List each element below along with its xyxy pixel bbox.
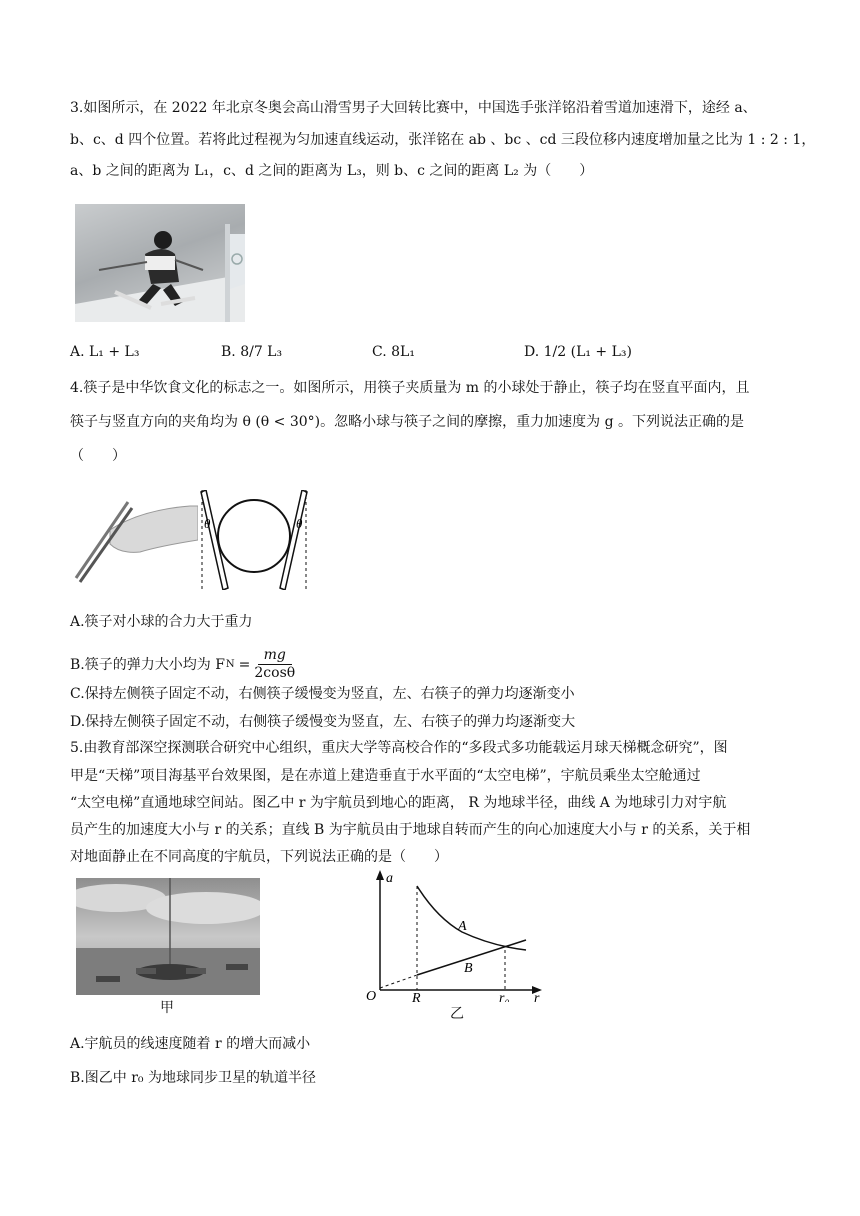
chopsticks-hand-photo bbox=[70, 500, 198, 584]
q5-line-4: 员产生的加速度大小与 r 的关系；直线 B 为宇航员由于地球自转而产生的向心加速度大小与 r 的关系，关于相 bbox=[70, 822, 751, 838]
q4-line-3: （ ） bbox=[70, 448, 126, 464]
q3-line-3: a、b 之间的距离为 L₁，c、d 之间的距离为 L₃，则 b、c 之间的距离 L₂ 为（ ） bbox=[70, 163, 594, 179]
skier-photo bbox=[75, 204, 245, 322]
theta-label-right: θ bbox=[296, 516, 303, 531]
q3-option-c[interactable]: C. 8L₁ bbox=[372, 344, 415, 360]
theta-label-left: θ bbox=[204, 516, 211, 531]
q4-formula-fraction bbox=[254, 647, 295, 682]
fig-jia-caption: 甲 bbox=[160, 1000, 174, 1016]
q4-option-b-text: B.筷子的弹力大小均为 F bbox=[70, 656, 225, 673]
graph-label-o: O bbox=[366, 989, 377, 1002]
graph-label-curve-a: A bbox=[458, 919, 467, 934]
graph-label-a: a bbox=[386, 871, 393, 886]
q4-line-2: 筷子与竖直方向的夹角均为 θ (θ < 30°)。忽略小球与筷子之间的摩擦，重力加速度为 g 。下列说法正确的是 bbox=[70, 414, 744, 430]
q5-option-a[interactable]: A.宇航员的线速度随着 r 的增大而减小 bbox=[70, 1036, 311, 1052]
q3-option-b[interactable]: B. 8/7 L₃ bbox=[221, 344, 283, 360]
graph-label-line-b: B bbox=[464, 961, 473, 976]
q5-line-3: “太空电梯”直通地球空间站。图乙中 r 为宇航员到地心的距离， R 为地球半径，曲线 A 为地球引力对宇航 bbox=[70, 795, 727, 811]
graph-label-r0: r₀ bbox=[499, 991, 510, 1002]
q4-option-d[interactable]: D.保持左侧筷子固定不动，右侧筷子缓慢变为竖直，左、右筷子的弹力均逐渐变大 bbox=[70, 714, 576, 730]
q5-option-b[interactable]: B.图乙中 r₀ 为地球同步卫星的轨道半径 bbox=[70, 1070, 316, 1086]
q3-line-2: b、c、d 四个位置。若将此过程视为匀加速直线运动，张洋铭在 ab 、bc 、cd 三段位移内速度增加量之比为 1 : 2 : 1， bbox=[70, 132, 816, 148]
q4-option-a[interactable]: A.筷子对小球的合力大于重力 bbox=[70, 614, 253, 630]
q4-line-1: 4.筷子是中华饮食文化的标志之一。如图所示，用筷子夹质量为 m 的小球处于静止，筷子均在竖直平面内，且 bbox=[70, 380, 750, 396]
q5-line-1: 5.由教育部深空探测联合研究中心组织，重庆大学等高校合作的“多段式多功能载运月球天梯概念研究”，图 bbox=[70, 740, 728, 756]
q5-line-2: 甲是“天梯”项目海基平台效果图，是在赤道上建造垂直于水平面的“太空电梯”，宇航员乘坐太空舱通过 bbox=[70, 768, 701, 784]
q3-option-d[interactable]: D. 1/2 (L₁ + L₃) bbox=[524, 344, 632, 360]
q4-option-b[interactable] bbox=[70, 647, 295, 682]
graph-label-r: r bbox=[534, 991, 540, 1002]
graph-label-r-earth: R bbox=[412, 991, 421, 1002]
q4-formula-sub: N bbox=[225, 658, 235, 670]
fig-yi-caption: 乙 bbox=[450, 1006, 464, 1022]
q5-line-5: 对地面静止在不同高度的宇航员，下列说法正确的是（ ） bbox=[70, 849, 448, 865]
q3-option-a[interactable]: A. L₁ + L₃ bbox=[70, 344, 140, 360]
q3-line-1: 3.如图所示，在 2022 年北京冬奥会高山滑雪男子大回转比赛中，中国选手张洋铭沿着雪道加速滑下，途经 a、 bbox=[70, 100, 757, 116]
chopsticks-ball-diagram bbox=[198, 490, 310, 590]
acceleration-graph bbox=[362, 868, 546, 1002]
sea-platform-photo bbox=[76, 878, 260, 995]
q4-option-c[interactable]: C.保持左侧筷子固定不动，右侧筷子缓慢变为竖直，左、右筷子的弹力均逐渐变小 bbox=[70, 686, 575, 702]
q4-formula-num: mg bbox=[258, 647, 292, 665]
q4-formula-eq: = bbox=[238, 656, 251, 673]
q4-formula-den: 2cosθ bbox=[254, 665, 296, 681]
